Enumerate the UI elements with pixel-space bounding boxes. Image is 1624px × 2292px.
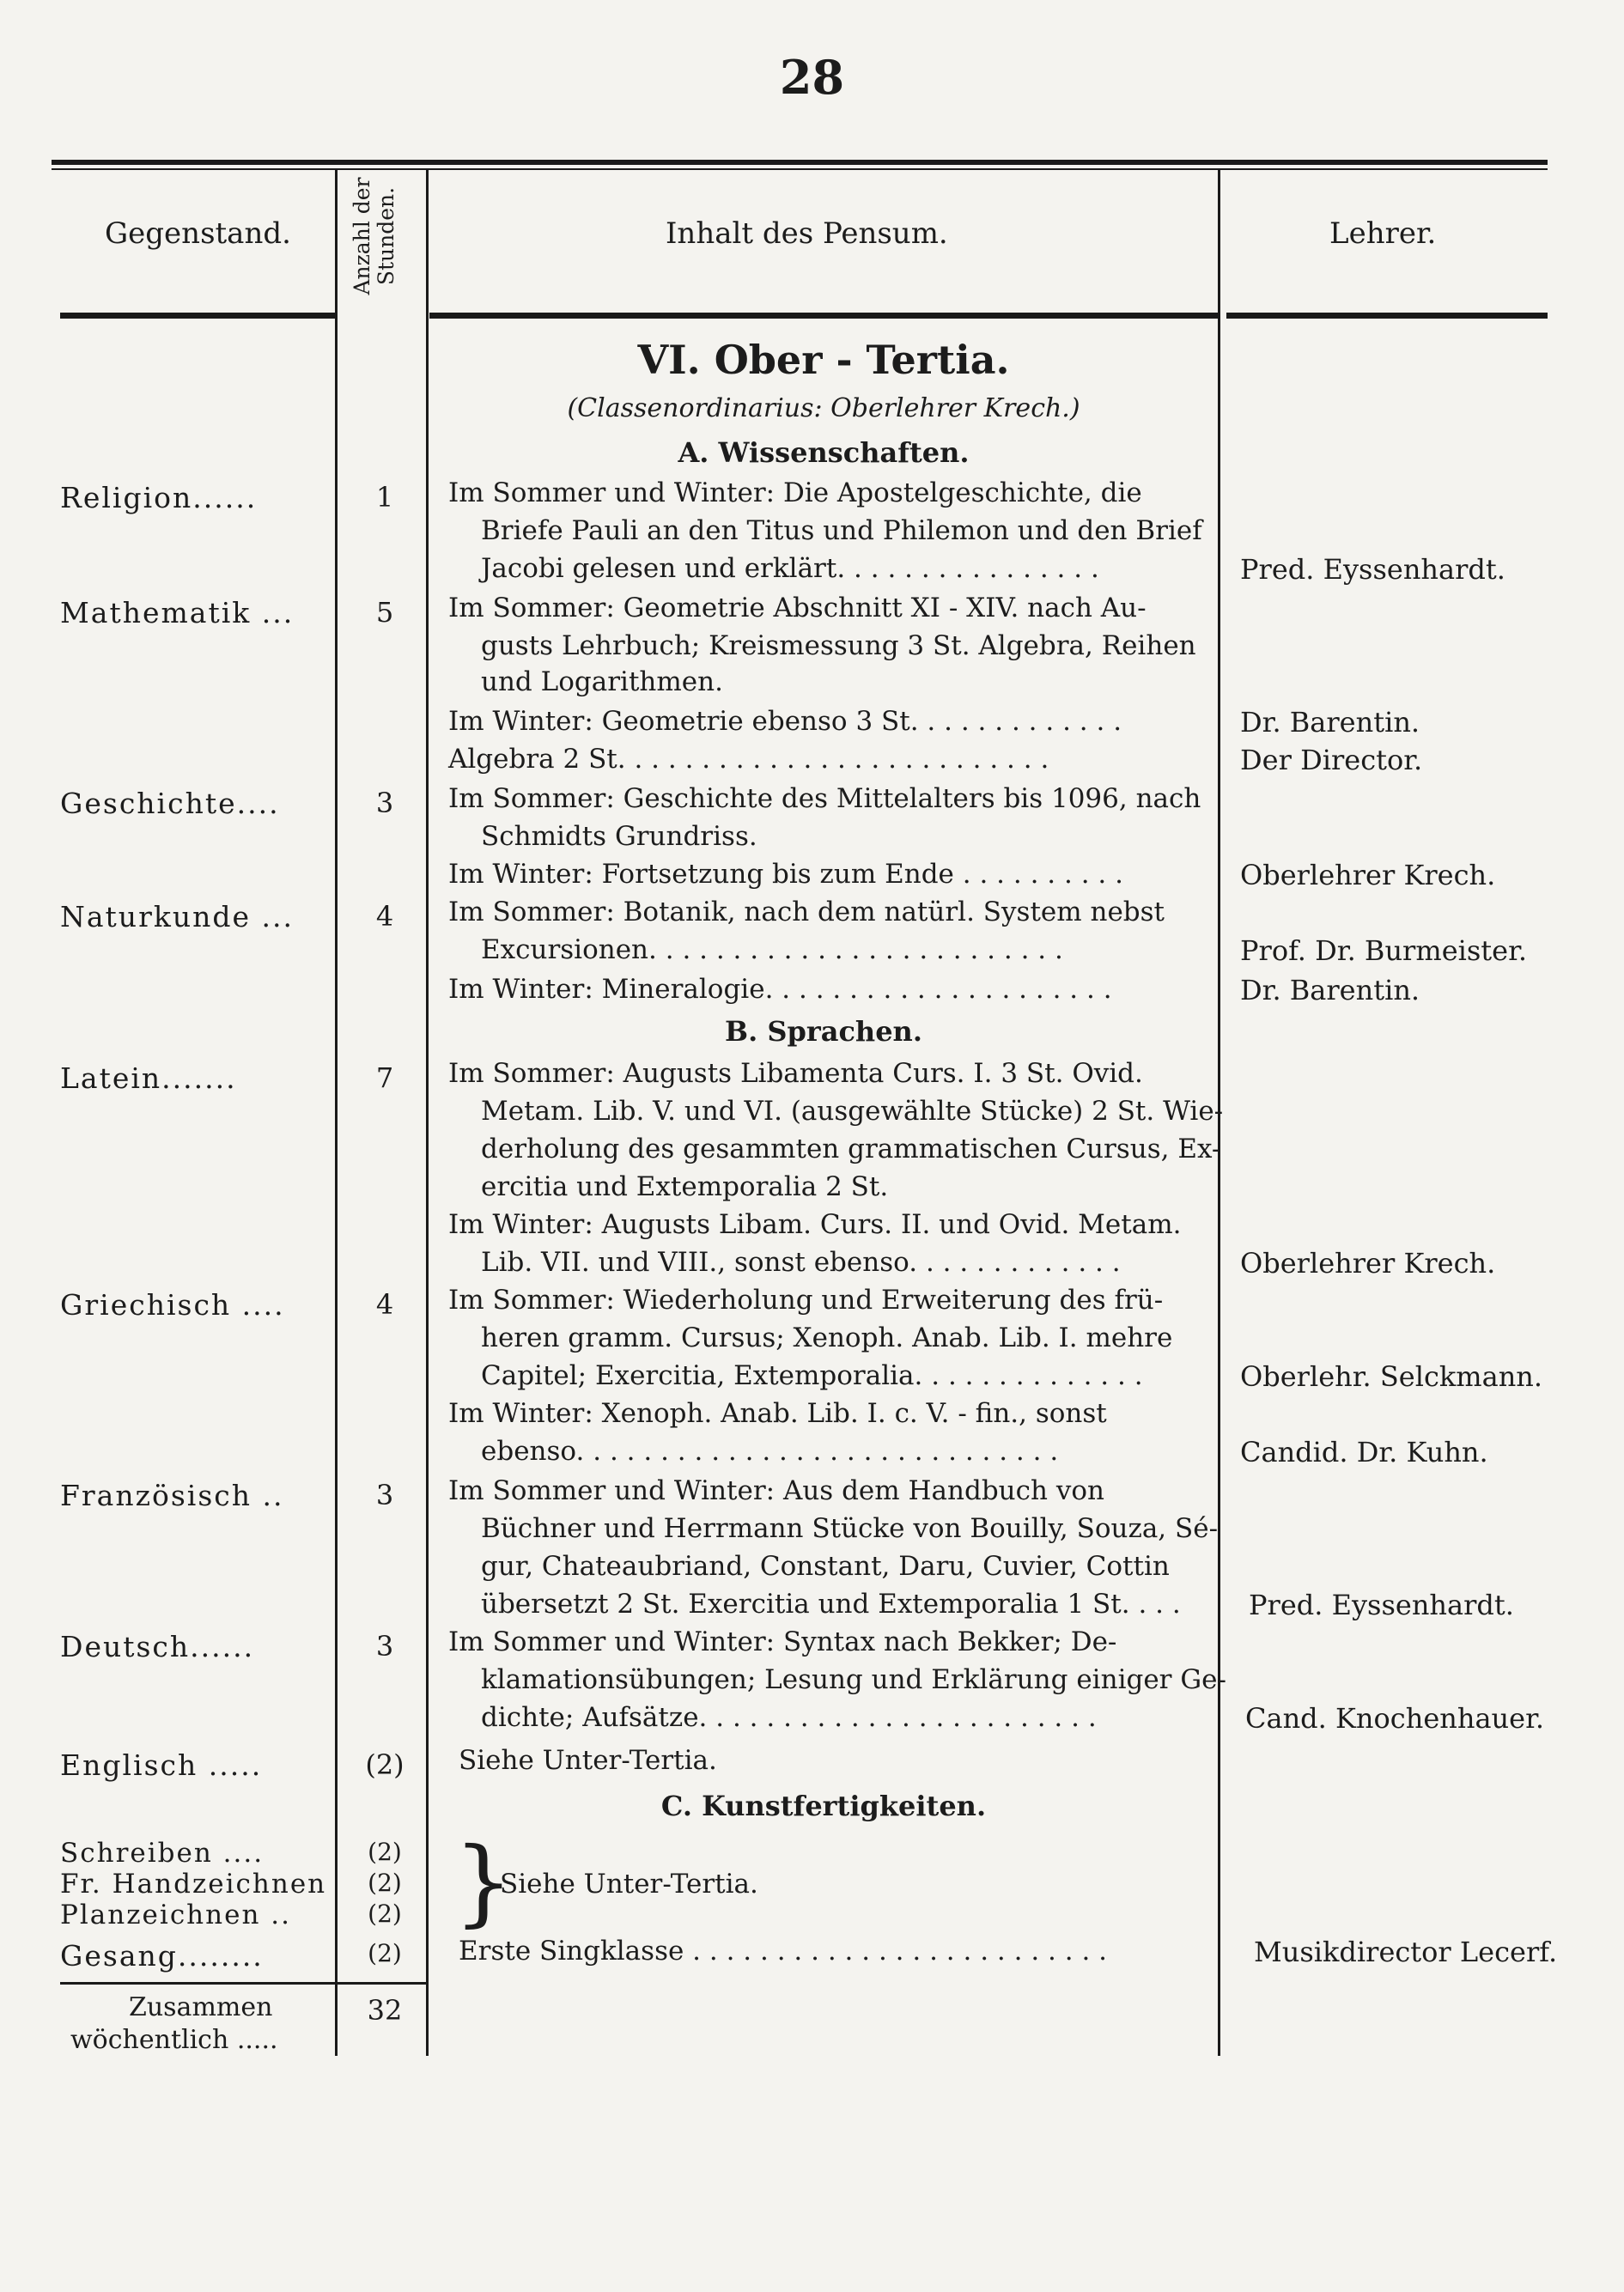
content-line: Metam. Lib. V. und VI. (ausgewählte Stücke) 2 St. Wie- [481, 1096, 1224, 1127]
total-rule-2 [338, 1982, 426, 1985]
content-line: gusts Lehrbuch; Kreismessung 3 St. Algebra, Reihen [481, 630, 1196, 661]
content-line: Im Sommer: Geometrie Abschnitt XI - XIV. nach Au- [448, 593, 1147, 623]
teacher-griechisch-2: Candid. Dr. Kuhn. [1240, 1436, 1488, 1468]
teacher-deutsch: Cand. Knochenhauer. [1245, 1702, 1545, 1735]
hours-geschichte: 3 [375, 787, 394, 819]
content-line: Jacobi gelesen und erklärt. . . . . . . . . . . . . . . . [481, 553, 1099, 584]
teacher-franzoesisch: Pred. Eyssenhardt. [1249, 1589, 1514, 1621]
header-content: Inhalt des Pensum. [666, 216, 948, 251]
hours-gesang: (2) [368, 1939, 402, 1967]
teacher-math-algebra: Der Director. [1240, 744, 1423, 776]
hours-englisch: (2) [365, 1748, 404, 1781]
content-line: Im Sommer und Winter: Die Apostelgeschichte, die [448, 477, 1142, 508]
content-line: übersetzt 2 St. Exercitia und Extemporalia 1 St. . . . [481, 1589, 1181, 1620]
subject-naturkunde: Naturkunde ... [60, 900, 294, 933]
subject-griechisch: Griechisch .... [60, 1288, 285, 1322]
hours-total: 32 [367, 1994, 403, 2027]
subject-englisch: Englisch ..... [60, 1748, 263, 1782]
content-line: Erste Singklasse . . . . . . . . . . . . . . . . . . . . . . . . . [459, 1936, 1108, 1967]
content-line: derholung des gesammten grammatischen Cursus, Ex- [481, 1134, 1221, 1164]
content-line: dichte; Aufsätze. . . . . . . . . . . . . . . . . . . . . . . . [481, 1702, 1097, 1733]
section-b-heading: B. Sprachen. [725, 1015, 922, 1048]
hours-deutsch: 3 [375, 1630, 394, 1663]
teacher-naturkunde-2: Dr. Barentin. [1240, 974, 1420, 1006]
content-line: Lib. VII. und VIII., sonst ebenso. . . . . . . . . . . . . [481, 1247, 1121, 1278]
hours-griechisch: 4 [375, 1288, 394, 1321]
content-line: Im Winter: Fortsetzung bis zum Ende . . . . . . . . . . [448, 859, 1123, 890]
header-rule-2 [429, 313, 1218, 319]
header-rule-3 [1226, 313, 1548, 319]
content-line: und Logarithmen. [481, 666, 723, 697]
col-rule-2 [426, 170, 429, 2056]
content-line: Im Sommer: Geschichte des Mittelalters bis 1096, nach [448, 783, 1201, 814]
class-title: VI. Ober - Tertia. [637, 337, 1010, 383]
teacher-latein: Oberlehrer Krech. [1240, 1247, 1496, 1280]
teacher-math-winter: Dr. Barentin. [1240, 706, 1420, 739]
subject-gesang: Gesang........ [60, 1939, 264, 1973]
page-number: 28 [779, 50, 845, 105]
teacher-gesang: Musikdirector Lecerf. [1254, 1936, 1558, 1968]
content-line: ebenso. . . . . . . . . . . . . . . . . . . . . . . . . . . . . [481, 1436, 1059, 1467]
total-rule-1 [60, 1982, 335, 1985]
hours-latein: 7 [375, 1061, 394, 1094]
top-rule [52, 160, 1548, 165]
subject-mathematik: Mathematik ... [60, 596, 295, 629]
content-line: Im Winter: Mineralogie. . . . . . . . . . . . . . . . . . . . . [448, 974, 1112, 1005]
hours-franzoesisch: 3 [375, 1479, 394, 1511]
content-line: klamationsübungen; Lesung und Erklärung einiger Ge- [481, 1664, 1226, 1695]
subject-planzeichnen: Planzeichnen .. [60, 1900, 291, 1930]
total-label-1: Zusammen [129, 1992, 273, 2022]
col-rule-1 [335, 170, 338, 2056]
hours-planzeichnen: (2) [368, 1900, 402, 1928]
subject-schreiben: Schreiben .... [60, 1838, 265, 1869]
hours-handzeichnen: (2) [368, 1869, 402, 1897]
header-hours: Anzahl der Stunden. [350, 177, 398, 295]
brace-glyph: } [453, 1827, 514, 1936]
content-line: heren gramm. Cursus; Xenoph. Anab. Lib. I. mehre [481, 1322, 1173, 1353]
teacher-naturkunde-1: Prof. Dr. Burmeister. [1240, 934, 1528, 967]
content-line: Briefe Pauli an den Titus und Philemon und den Brief [481, 515, 1202, 546]
subject-latein: Latein....... [60, 1061, 237, 1095]
content-line: gur, Chateaubriand, Constant, Daru, Cuvier, Cottin [481, 1551, 1170, 1582]
hours-mathematik: 5 [375, 596, 394, 629]
content-line: ercitia und Extemporalia 2 St. [481, 1171, 889, 1202]
subject-deutsch: Deutsch...... [60, 1630, 255, 1663]
content-line: Schmidts Grundriss. [481, 821, 757, 852]
subject-handzeichnen: Fr. Handzeichnen [60, 1869, 327, 1900]
content-line: Capitel; Exercitia, Extemporalia. . . . . . . . . . . . . . [481, 1360, 1143, 1391]
teacher-griechisch-1: Oberlehr. Selckmann. [1240, 1360, 1543, 1393]
hours-naturkunde: 4 [375, 900, 394, 933]
content-line: Im Sommer: Augusts Libamenta Curs. I. 3 St. Ovid. [448, 1058, 1143, 1089]
section-a-heading: A. Wissenschaften. [678, 436, 970, 469]
hours-religion: 1 [375, 481, 394, 514]
subject-franzoesisch: Französisch .. [60, 1479, 284, 1512]
subject-geschichte: Geschichte.... [60, 787, 280, 820]
content-line: Im Sommer: Wiederholung und Erweiterung des frü- [448, 1285, 1164, 1316]
header-teacher: Lehrer. [1329, 216, 1437, 251]
total-label-2: wöchentlich ..... [70, 2025, 278, 2055]
header-subject: Gegenstand. [105, 216, 291, 251]
content-line: Im Winter: Xenoph. Anab. Lib. I. c. V. - fin., sonst [448, 1398, 1107, 1429]
section-c-heading: C. Kunstfertigkeiten. [660, 1790, 987, 1822]
teacher-geschichte: Oberlehrer Krech. [1240, 859, 1496, 891]
content-line: Im Sommer und Winter: Aus dem Handbuch von [448, 1475, 1104, 1506]
content-line: Büchner und Herrmann Stücke von Bouilly, Souza, Sé- [481, 1513, 1219, 1544]
subject-religion: Religion...... [60, 481, 258, 514]
class-ordinarius: (Classenordinarius: Oberlehrer Krech.) [567, 393, 1080, 423]
content-line: Excursionen. . . . . . . . . . . . . . . . . . . . . . . . . [481, 934, 1063, 965]
content-line: Im Winter: Geometrie ebenso 3 St. . . . . . . . . . . . . [448, 706, 1122, 737]
content-line: Algebra 2 St. . . . . . . . . . . . . . . . . . . . . . . . . . [448, 744, 1049, 775]
top-rule-thin [52, 168, 1548, 170]
content-line: Im Sommer und Winter: Syntax nach Bekker; De- [448, 1626, 1117, 1657]
teacher-religion: Pred. Eyssenhardt. [1240, 553, 1505, 586]
content-line: Siehe Unter-Tertia. [459, 1745, 717, 1776]
content-line: Siehe Unter-Tertia. [500, 1869, 758, 1900]
content-line: Im Winter: Augusts Libam. Curs. II. und Ovid. Metam. [448, 1209, 1182, 1240]
header-rule-1 [60, 313, 335, 319]
hours-schreiben: (2) [368, 1838, 402, 1866]
content-line: Im Sommer: Botanik, nach dem natürl. System nebst [448, 897, 1165, 927]
